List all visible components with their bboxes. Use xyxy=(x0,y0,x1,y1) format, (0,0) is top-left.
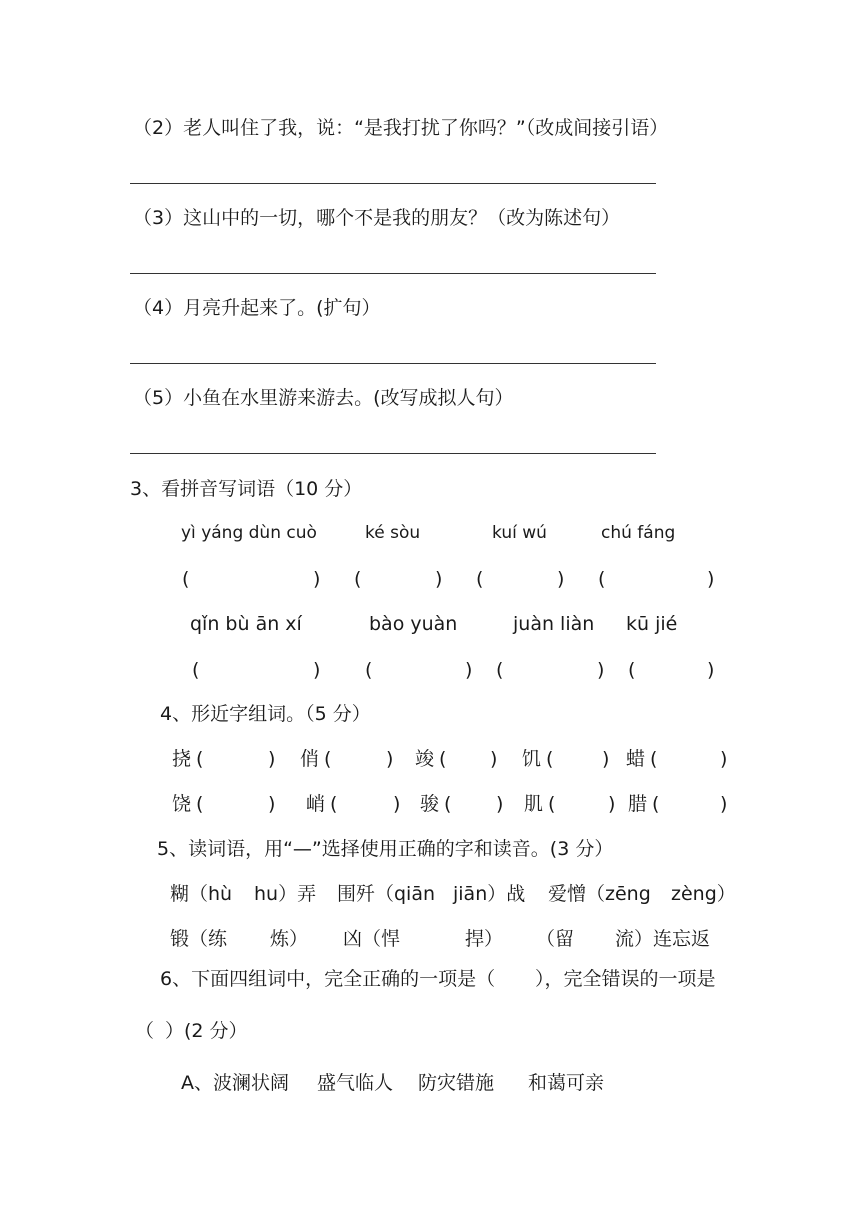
bracket-close: ) xyxy=(707,568,715,590)
question-2-5: （5）小鱼在水里游来游去。(改写成拟人句） xyxy=(133,387,514,409)
question-2-4: （4）月亮升起来了。(扩句） xyxy=(133,297,381,319)
bracket-close: ) xyxy=(268,793,276,815)
similar-char: 饥 xyxy=(522,748,542,770)
word-choice: 糊（hù xyxy=(170,883,233,905)
word-choice: zèng） xyxy=(671,883,736,905)
bracket-close: ) xyxy=(313,659,321,681)
bracket-open: ( xyxy=(196,748,204,770)
pinyin-8: kū jié xyxy=(626,613,678,635)
word-choice: 凶（悍 xyxy=(343,928,401,950)
bracket-close: ) xyxy=(386,748,394,770)
similar-char: 挠 xyxy=(172,748,192,770)
bracket-open: ( xyxy=(330,793,338,815)
section-6-title-end: ），完全错误的一项是 xyxy=(535,968,716,990)
bracket-close: ) xyxy=(608,793,616,815)
similar-char: 蜡 xyxy=(626,748,646,770)
bracket-close: ) xyxy=(707,659,715,681)
option-a-word: 防灾错施 xyxy=(418,1072,495,1094)
bracket-open: ( xyxy=(652,793,660,815)
section-4-title: 4、形近字组词。（5 分） xyxy=(160,703,371,725)
bracket-open: ( xyxy=(598,568,606,590)
question-2-2: （2）老人叫住了我，说：“是我打扰了你吗？”（改成间接引语） xyxy=(133,117,669,139)
word-choice: jiān）战 xyxy=(453,883,526,905)
bracket-open: ( xyxy=(354,568,362,590)
answer-line-2-3[interactable] xyxy=(130,273,656,274)
bracket-open: ( xyxy=(365,659,373,681)
answer-bracket-open[interactable]: （ xyxy=(135,1020,155,1042)
pinyin-4: chú fáng xyxy=(601,523,676,543)
word-choice: 围歼（qiān xyxy=(337,883,436,905)
bracket-close: ) xyxy=(720,748,728,770)
bracket-open: ( xyxy=(496,659,504,681)
similar-char: 俏 xyxy=(300,748,320,770)
section-3-title: 3、看拼音写词语（10 分） xyxy=(130,478,363,500)
bracket-close: ) xyxy=(465,659,473,681)
word-choice: 爱憎（zēng xyxy=(548,883,651,905)
bracket-close: ) xyxy=(602,748,610,770)
similar-char: 肌 xyxy=(524,793,544,815)
answer-bracket-close: ）(2 分） xyxy=(165,1020,248,1042)
similar-char: 竣 xyxy=(415,748,435,770)
bracket-open: ( xyxy=(444,793,452,815)
pinyin-3: kuí wú xyxy=(492,523,547,543)
pinyin-5: qǐn bù ān xí xyxy=(190,613,302,635)
bracket-open: ( xyxy=(324,748,332,770)
bracket-close: ) xyxy=(496,793,504,815)
word-choice: 锻（练 xyxy=(170,928,228,950)
bracket-open: ( xyxy=(439,748,447,770)
bracket-open: ( xyxy=(650,748,658,770)
pinyin-7: juàn liàn xyxy=(513,613,595,635)
bracket-open: ( xyxy=(476,568,484,590)
option-a-word: 盛气临人 xyxy=(317,1072,394,1094)
bracket-close: ) xyxy=(435,568,443,590)
bracket-open: ( xyxy=(182,568,190,590)
option-a-word: A、波澜状阔 xyxy=(181,1072,289,1094)
bracket-open: ( xyxy=(196,793,204,815)
bracket-close: ) xyxy=(597,659,605,681)
similar-char: 骏 xyxy=(420,793,440,815)
pinyin-2: ké sòu xyxy=(365,523,421,543)
answer-line-2-4[interactable] xyxy=(130,363,656,364)
word-choice: 捍） xyxy=(465,928,504,950)
word-choice: hu）弄 xyxy=(254,883,317,905)
word-choice: （留 xyxy=(536,928,575,950)
pinyin-1: yì yáng dùn cuò xyxy=(181,523,317,543)
bracket-close: ) xyxy=(393,793,401,815)
bracket-open: ( xyxy=(628,659,636,681)
bracket-open: ( xyxy=(548,793,556,815)
bracket-close: ) xyxy=(313,568,321,590)
bracket-close: ) xyxy=(268,748,276,770)
similar-char: 峭 xyxy=(306,793,326,815)
bracket-close: ) xyxy=(557,568,565,590)
section-6-title: 6、下面四组词中，完全正确的一项是（ xyxy=(160,968,496,990)
pinyin-6: bào yuàn xyxy=(369,613,458,635)
similar-char: 饶 xyxy=(172,793,192,815)
bracket-close: ) xyxy=(490,748,498,770)
answer-line-2-2[interactable] xyxy=(130,183,656,184)
option-a-word: 和蔼可亲 xyxy=(528,1072,605,1094)
word-choice: 炼） xyxy=(270,928,309,950)
similar-char: 腊 xyxy=(628,793,648,815)
bracket-open: ( xyxy=(546,748,554,770)
bracket-open: ( xyxy=(192,659,200,681)
answer-line-2-5[interactable] xyxy=(130,453,656,454)
bracket-close: ) xyxy=(720,793,728,815)
question-2-3: （3）这山中的一切，哪个不是我的朋友？（改为陈述句） xyxy=(133,207,621,229)
section-5-title: 5、读词语，用“—”选择使用正确的字和读音。(3 分） xyxy=(157,838,614,860)
word-choice: 流）连忘返 xyxy=(615,928,711,950)
